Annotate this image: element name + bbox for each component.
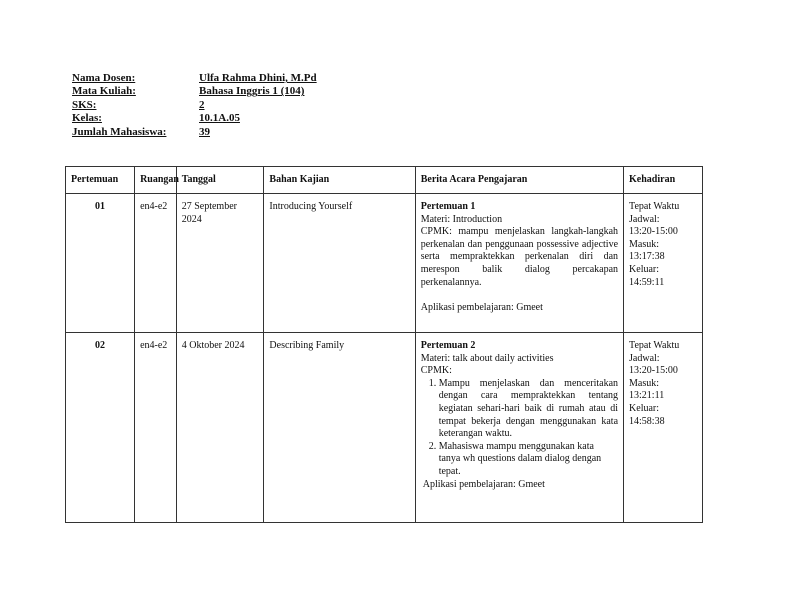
header-ruangan: Ruangan [135,167,177,194]
cpmk-list [421,378,618,479]
cell-bahan-kajian: Describing Family [264,333,415,523]
header-pertemuan: Pertemuan [66,167,135,194]
berita-cpmk: CPMK: [420,365,452,377]
berita-cpmk: CPMK: mampu menjelaskan langkah-langkah perkenalan dan penggunaan possessive adjective serta mempraktekkan perkenalan diri dan merespon balik dialog percakapan perkenalannya. [420,226,619,288]
cell-tanggal: 27 September 2024 [176,194,264,333]
list-item: 2. Mahasiswa mampu menggunakan kata tanya wh questions dalam dialog dengan tepat. [439,441,618,479]
kehadiran-jadwal-label: Jadwal: [629,213,660,225]
header-kehadiran: Kehadiran [624,167,703,194]
cell-ruangan: en4-e2 [135,194,177,333]
cell-tanggal: 4 Oktober 2024 [176,333,264,523]
table-row [66,333,703,523]
info-row-kelas [72,112,317,125]
header-tanggal: Tanggal [176,167,264,194]
kehadiran-jadwal: 13:20-15:00 [629,226,678,238]
info-label: Jumlah Mahasiswa: [72,125,167,138]
info-value: 39 [199,125,210,138]
cell-berita-acara [415,333,623,523]
berita-aplikasi: Aplikasi pembelajaran: Gmeet [420,301,543,313]
berita-materi: Materi: talk about daily activities [420,352,554,364]
kehadiran-keluar: 14:59:11 [629,276,665,288]
attendance-table [65,166,703,523]
kehadiran-status: Tepat Waktu [629,201,680,212]
course-info [72,72,317,139]
info-value: Ulfa Rahma Dhini, M.Pd [199,72,317,84]
info-label: Kelas: [72,112,102,125]
cell-pertemuan: 02 [66,333,135,523]
table-row [66,194,703,333]
info-row-jumlah [72,126,317,139]
header-bahan-kajian: Bahan Kajian [264,167,415,194]
cell-ruangan: en4-e2 [135,333,177,523]
info-label: Nama Dosen: [72,72,136,84]
cell-kehadiran [624,194,703,333]
kehadiran-keluar: 14:58:38 [629,415,665,427]
berita-title: Pertemuan 1 [420,201,476,212]
kehadiran-masuk: 13:21:11 [629,390,665,402]
info-value: 2 [199,98,205,111]
kehadiran-masuk-label: Masuk: [629,377,660,389]
info-value: Bahasa Inggris 1 (104) [199,85,305,98]
info-row-dosen [72,72,317,85]
info-row-sks [72,99,317,112]
kehadiran-keluar-label: Keluar: [629,263,660,275]
kehadiran-status: Tepat Waktu [629,340,680,351]
list-item: 1. Mampu menjelaskan dan menceritakan dengan cara mempraktekkan tentang kegiatan sehari-hari baik di rumah atau di tempat bekerja dengan menggunakan kata keterangan waktu. [439,378,618,441]
info-label: SKS: [72,98,97,111]
kehadiran-masuk-label: Masuk: [629,238,660,250]
info-value: 10.1A.05 [199,112,240,125]
kehadiran-jadwal-label: Jadwal: [629,352,660,364]
kehadiran-jadwal: 13:20-15:00 [629,365,678,377]
table-header-row [66,167,703,194]
kehadiran-masuk: 13:17:38 [629,251,665,263]
header-berita-acara: Berita Acara Pengajaran [415,167,623,194]
berita-aplikasi: Aplikasi pembelajaran: Gmeet [422,478,545,490]
info-label: Mata Kuliah: [72,85,136,98]
cell-berita-acara [415,194,623,333]
cell-kehadiran [624,333,703,523]
kehadiran-keluar-label: Keluar: [629,402,660,414]
info-row-matakuliah [72,85,317,98]
berita-title: Pertemuan 2 [420,340,476,351]
cell-pertemuan: 01 [66,194,135,333]
cell-bahan-kajian: Introducing Yourself [264,194,415,333]
berita-materi: Materi: Introduction [420,213,503,225]
